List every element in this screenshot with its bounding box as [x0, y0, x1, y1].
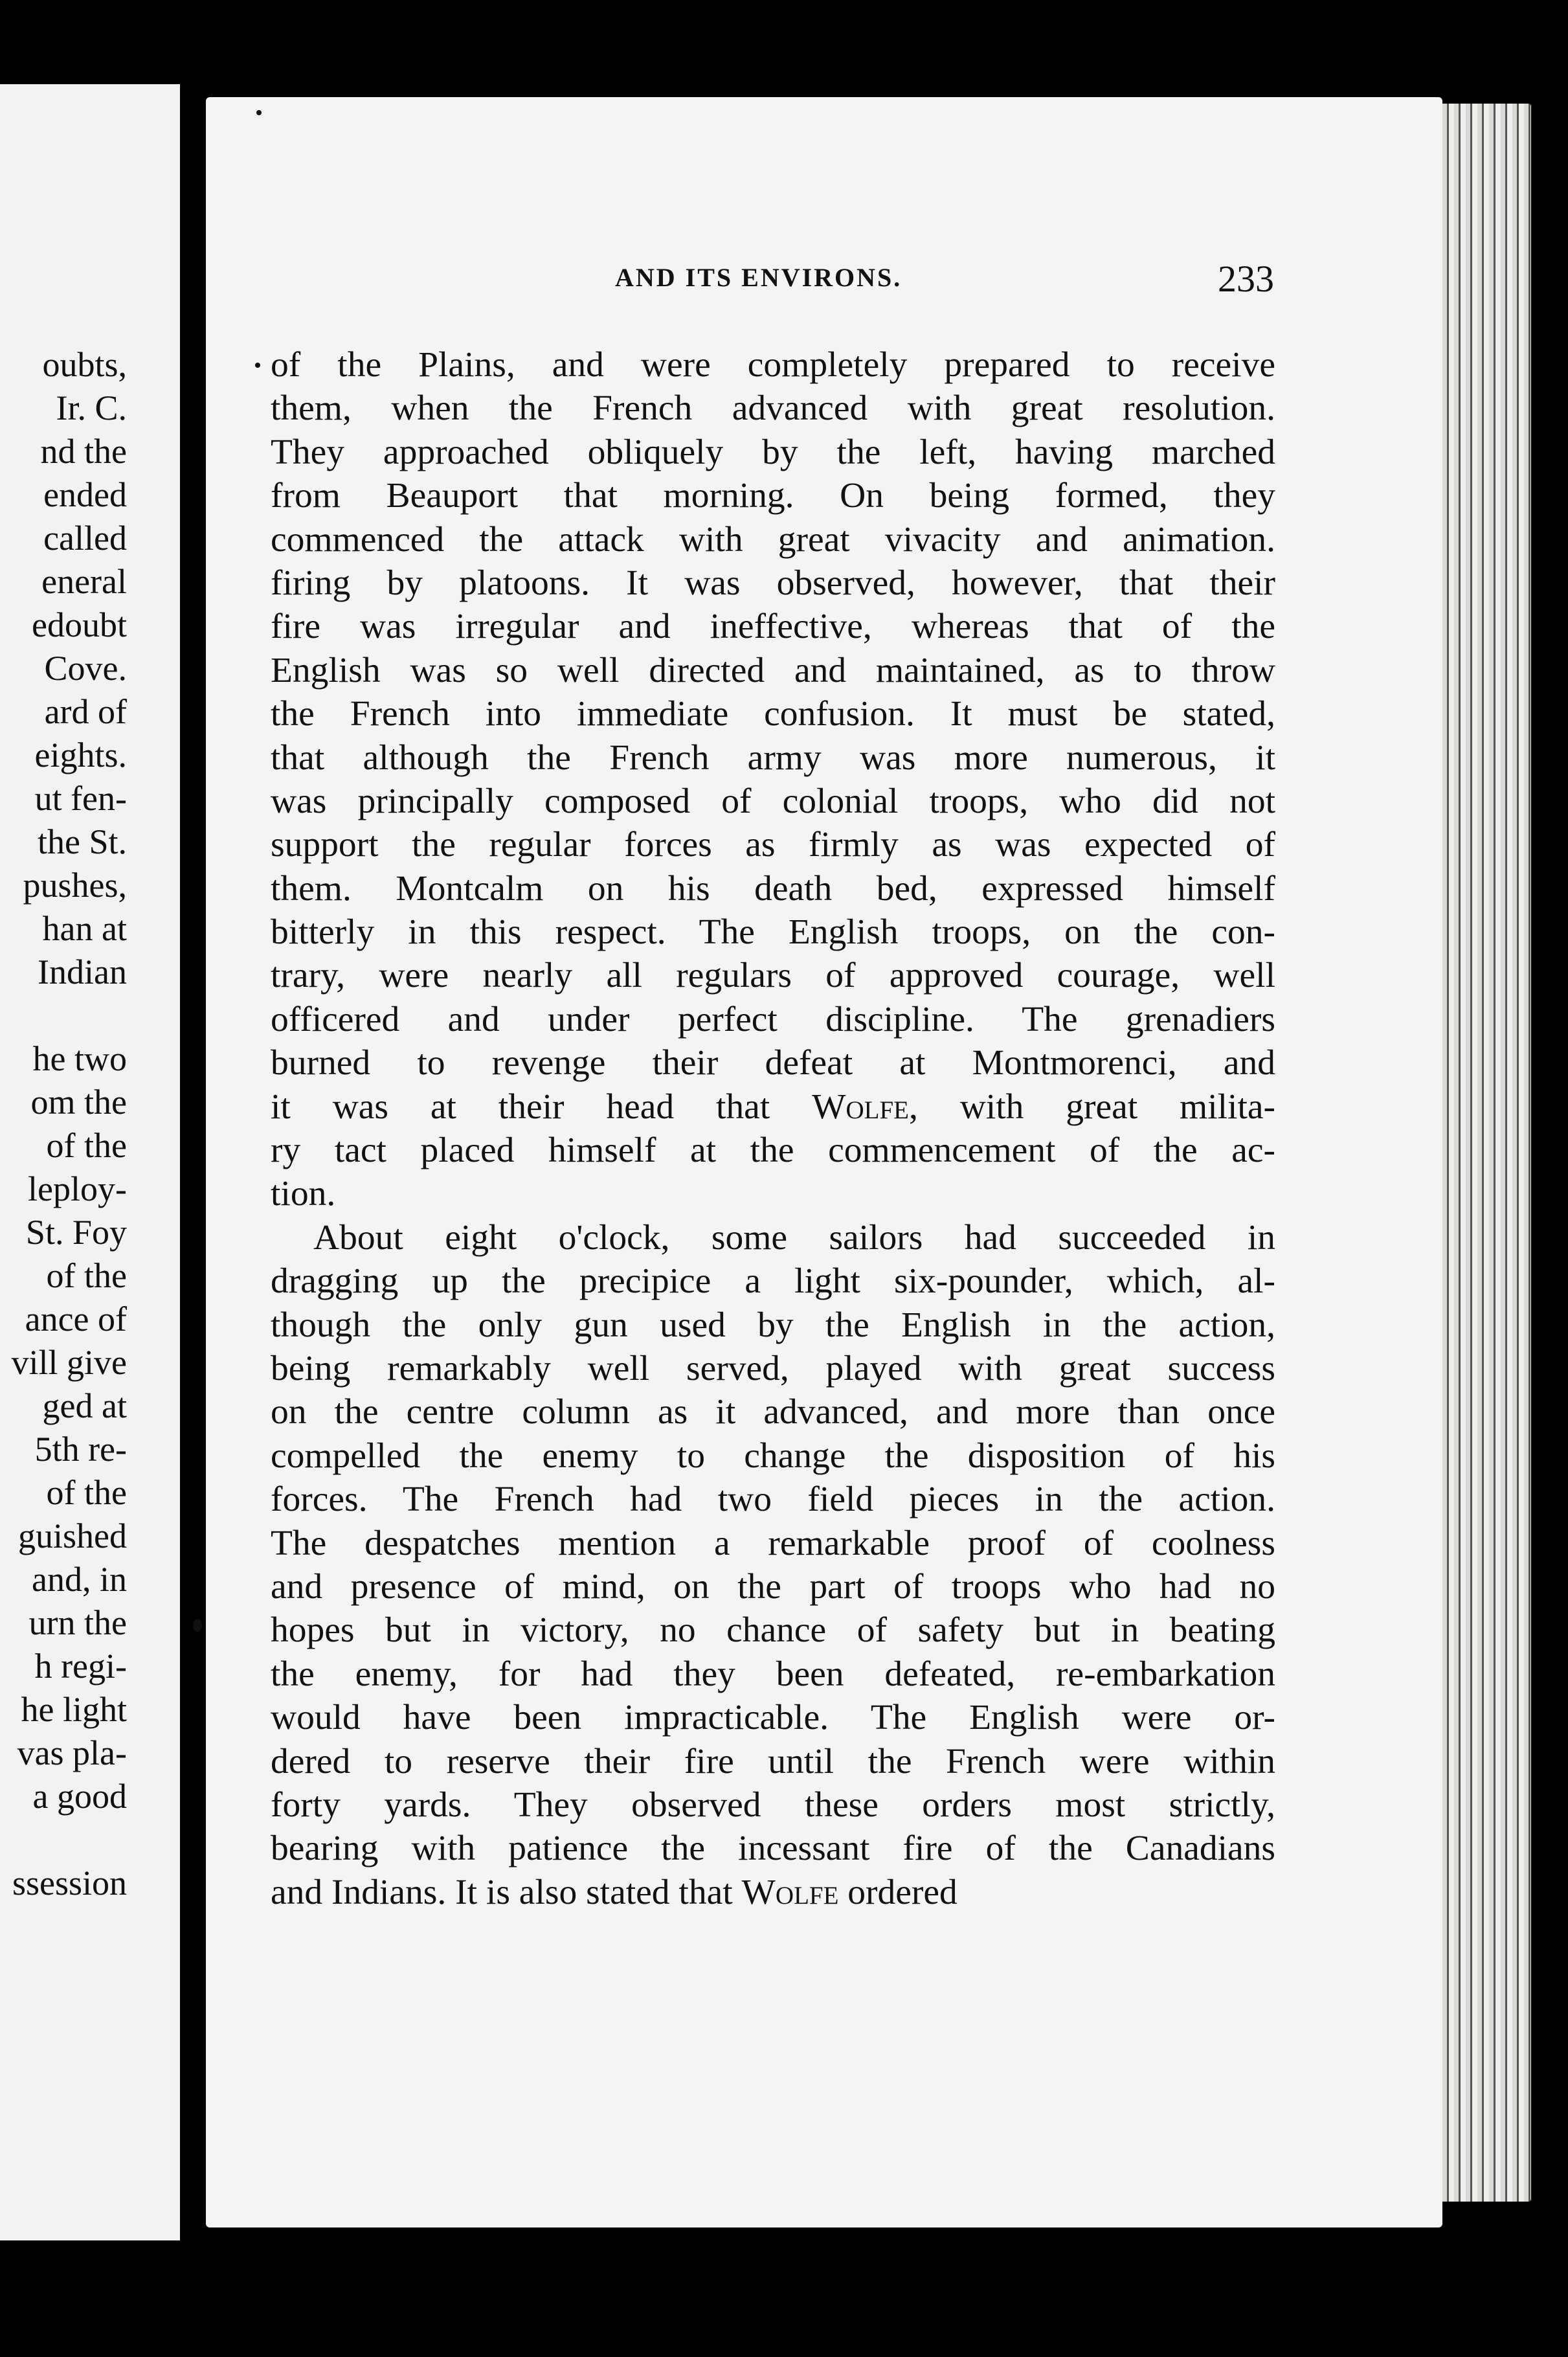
previous-page-line: vas pla- — [17, 1733, 127, 1772]
text-line: support the regular forces as firmly as was expected of — [271, 825, 1275, 865]
text-line: officered and under perfect discipline. The grenadiers — [271, 999, 1275, 1039]
previous-page-line: of the — [46, 1473, 127, 1512]
page-header — [206, 258, 1274, 308]
text-line: on the centre column as it advanced, and more than once — [271, 1392, 1275, 1432]
previous-page-line: edoubt — [32, 605, 127, 644]
text-line: About eight o'clock, some sailors had succeeded in — [313, 1217, 1275, 1257]
binding-mark — [193, 1619, 202, 1632]
text-line: would have been impracticable. The English were or- — [271, 1698, 1275, 1738]
text-line: the enemy, for had they been defeated, re-embarkation — [271, 1654, 1275, 1694]
body-text — [271, 343, 1275, 1914]
text-line: fire was irregular and ineffective, whereas that of the — [271, 607, 1275, 647]
previous-page-line: guished — [18, 1517, 127, 1555]
previous-page-line: St. Foy — [25, 1213, 127, 1252]
page-edges — [1431, 104, 1531, 2202]
text-line: commenced the attack with great vivacity and animation. — [271, 519, 1275, 559]
text-line: hopes but in victory, no chance of safety but in beating — [271, 1610, 1275, 1651]
text-line: that although the French army was more numerous, it — [271, 738, 1275, 778]
previous-page-line: h regi- — [34, 1647, 127, 1686]
page-number: 233 — [1218, 258, 1274, 300]
previous-page-fragment — [0, 84, 180, 2240]
previous-page-line — [12, 1818, 127, 1862]
text-line: and presence of mind, on the part of troops who had no — [271, 1566, 1275, 1607]
text-line: tion. — [271, 1174, 336, 1214]
previous-page-line: ssession — [12, 1864, 127, 1902]
previous-page-line: Ir. C. — [56, 389, 127, 427]
previous-page-line: han at — [42, 909, 127, 948]
name-wolfe: Wolfe — [812, 1087, 909, 1127]
text-line: burned to revenge their defeat at Montmorenci, and — [271, 1043, 1275, 1083]
text-line: trary, were nearly all regulars of approved courage, well — [271, 956, 1275, 996]
previous-page-text — [12, 343, 127, 1905]
previous-page-line: nd the — [40, 432, 127, 471]
text-line: The despatches mention a remarkable proof of coolness — [271, 1523, 1275, 1563]
text-line: being remarkably well served, played with great success — [271, 1348, 1275, 1388]
previous-page-line: and, in — [32, 1560, 127, 1599]
previous-page-line: ged at — [42, 1386, 127, 1425]
previous-page-line: pushes, — [23, 866, 127, 905]
previous-page-line: of the — [46, 1126, 127, 1165]
previous-page-line: vill give — [11, 1343, 127, 1382]
text-line: forces. The French had two field pieces in the action. — [271, 1480, 1275, 1520]
text-line: the French into immediate confusion. It must be stated, — [271, 694, 1275, 734]
ink-speck — [256, 110, 262, 115]
previous-page-line: 5th re- — [34, 1430, 127, 1469]
name-wolfe: Wolfe — [741, 1872, 839, 1912]
previous-page-line: ended — [43, 475, 127, 514]
ink-speck — [255, 363, 260, 368]
previous-page-line: urn the — [28, 1603, 127, 1642]
text-line: bitterly in this respect. The English troops, on the con- — [271, 912, 1275, 953]
previous-page-line: om the — [30, 1083, 127, 1122]
text-line: them, when the French advanced with great resolution. — [271, 389, 1275, 429]
text-line: though the only gun used by the English in the action, — [271, 1305, 1275, 1345]
text-line: dered to reserve their fire until the French were within — [271, 1741, 1275, 1781]
previous-page-line: oubts, — [42, 345, 127, 384]
text-line: They approached obliquely by the left, having marched — [271, 432, 1275, 472]
text-line: ry tact placed himself at the commencement of the ac- — [271, 1131, 1275, 1171]
text-line: it was at their head that Wolfe, with great milita- — [271, 1087, 1275, 1127]
text-line: dragging up the precipice a light six-pounder, which, al- — [271, 1261, 1275, 1302]
previous-page-line: he two — [32, 1039, 127, 1078]
text-line: was principally composed of colonial troops, who did not — [271, 781, 1275, 821]
previous-page-line — [12, 994, 127, 1037]
text-line: of the Plains, and were completely prepared to receive — [271, 345, 1275, 385]
previous-page-line: eneral — [41, 562, 127, 601]
text-line: English was so well directed and maintained, as to throw — [271, 650, 1275, 690]
previous-page-line: Cove. — [44, 649, 127, 688]
previous-page-line: of the — [46, 1256, 127, 1295]
text-line: compelled the enemy to change the disposition of his — [271, 1436, 1275, 1476]
text-line: from Beauport that morning. On being formed, they — [271, 476, 1275, 516]
previous-page-line: leploy- — [28, 1169, 127, 1208]
text-line: forty yards. They observed these orders most strictly, — [271, 1785, 1275, 1825]
text-line: firing by platoons. It was observed, however, that their — [271, 563, 1275, 603]
previous-page-line: ut fen- — [34, 779, 127, 818]
running-head: AND ITS ENVIRONS. — [615, 263, 902, 292]
previous-page-line: ard of — [44, 692, 127, 731]
previous-page-line: he light — [21, 1690, 127, 1729]
previous-page-line: ance of — [25, 1300, 127, 1338]
previous-page-line: the St. — [37, 822, 127, 861]
previous-page-line: Indian — [38, 953, 127, 991]
previous-page-line: called — [43, 519, 127, 558]
previous-page-line: eights. — [34, 736, 127, 774]
previous-page-line: a good — [32, 1777, 127, 1816]
text-line: and Indians. It is also stated that Wolfe ordered — [271, 1872, 958, 1912]
text-line: bearing with patience the incessant fire of the Canadians — [271, 1829, 1275, 1869]
text-line: them. Montcalm on his death bed, expressed himself — [271, 868, 1275, 908]
